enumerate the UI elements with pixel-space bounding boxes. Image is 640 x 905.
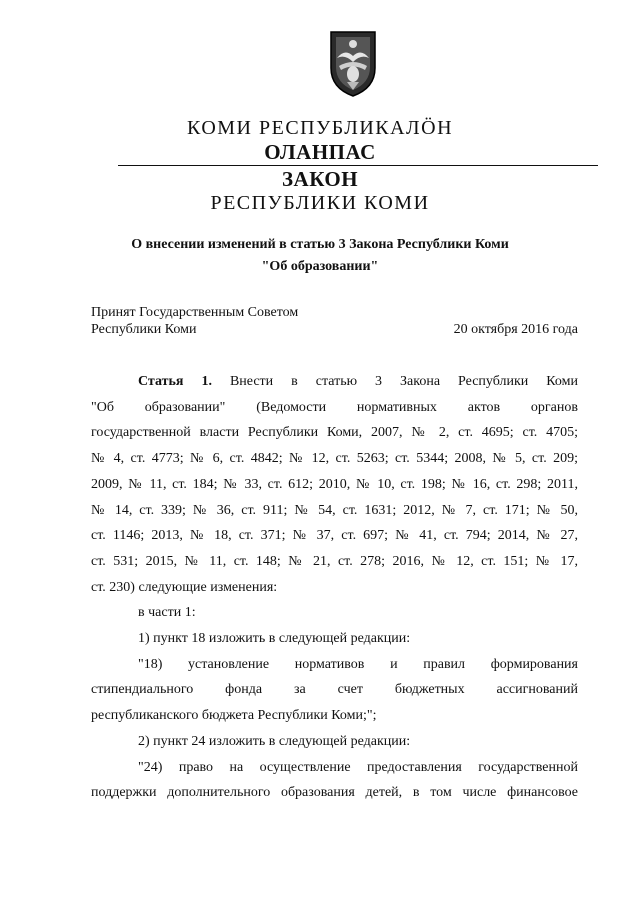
article-line: "Об образовании" (Ведомости нормативных актов органов: [91, 399, 578, 415]
part-heading: в части 1:: [138, 605, 196, 621]
article-line: № 14, ст. 339; № 36, ст. 911; № 54, ст. 1631; 2012, № 7, ст. 171; № 50,: [91, 502, 578, 518]
law-title-line2: "Об образовании": [261, 259, 379, 274]
header-divider: [118, 165, 598, 166]
item-text-line: стипендиального фонда за счет бюджетных ассигнований: [91, 682, 578, 698]
article-line: ст. 1146; 2013, № 18, ст. 371; № 37, ст. 697; № 41, ст. 794; 2014, № 27,: [91, 528, 578, 544]
republic-heading: РЕСПУБЛИКИ КОМИ: [210, 192, 430, 214]
adoption-block: [91, 304, 298, 338]
republic-komi-heading: КОМИ РЕСПУБЛИКАЛӦН: [186, 117, 454, 139]
adoption-date: 20 октября 2016 года: [453, 322, 578, 337]
adoption-line2: Республики Коми: [91, 322, 197, 337]
item-text-line: "18) установление нормативов и правил формирования: [138, 656, 578, 672]
item-heading: 2) пункт 24 изложить в следующей редакции:: [138, 733, 411, 749]
article-first-line: [91, 369, 578, 395]
article-line: 2009, № 11, ст. 184; № 33, ст. 612; 2010, № 10, ст. 198; № 16, ст. 298; 2011,: [91, 476, 578, 492]
article-line: государственной власти Республики Коми, 2007, № 2, ст. 4695; ст. 4705;: [91, 425, 578, 441]
law-title: [0, 234, 640, 278]
item-text-line: "24) право на осуществление предоставления государственной: [138, 759, 578, 775]
item-text-line: республиканского бюджета Республики Коми;";: [91, 708, 377, 724]
article-label: Статья 1.: [138, 374, 212, 389]
article-body: [91, 369, 578, 806]
article-line: ст. 230) следующие изменения:: [91, 579, 278, 595]
item-heading: 1) пункт 18 изложить в следующей редакции:: [138, 631, 411, 647]
article-line: Внести в статью 3 Закона Республики Коми: [229, 374, 578, 389]
coat-of-arms-emblem: [327, 28, 379, 98]
article-line: № 4, ст. 4773; № 6, ст. 4842; № 12, ст. 5263; ст. 5344; 2008, № 5, ст. 209;: [91, 451, 578, 467]
item-text-line: поддержки дополнительного образования детей, в том числе финансовое: [91, 785, 578, 801]
adoption-line1: Принят Государственным Советом: [91, 305, 299, 320]
law-komi-heading: ОЛАНПАС: [264, 140, 376, 164]
article-line: ст. 531; 2015, № 11, ст. 148; № 21, ст. 278; 2016, № 12, ст. 151; № 17,: [91, 553, 578, 569]
law-title-line1: О внесении изменений в статью 3 Закона Республики Коми: [131, 237, 509, 252]
law-heading: ЗАКОН: [281, 167, 359, 191]
